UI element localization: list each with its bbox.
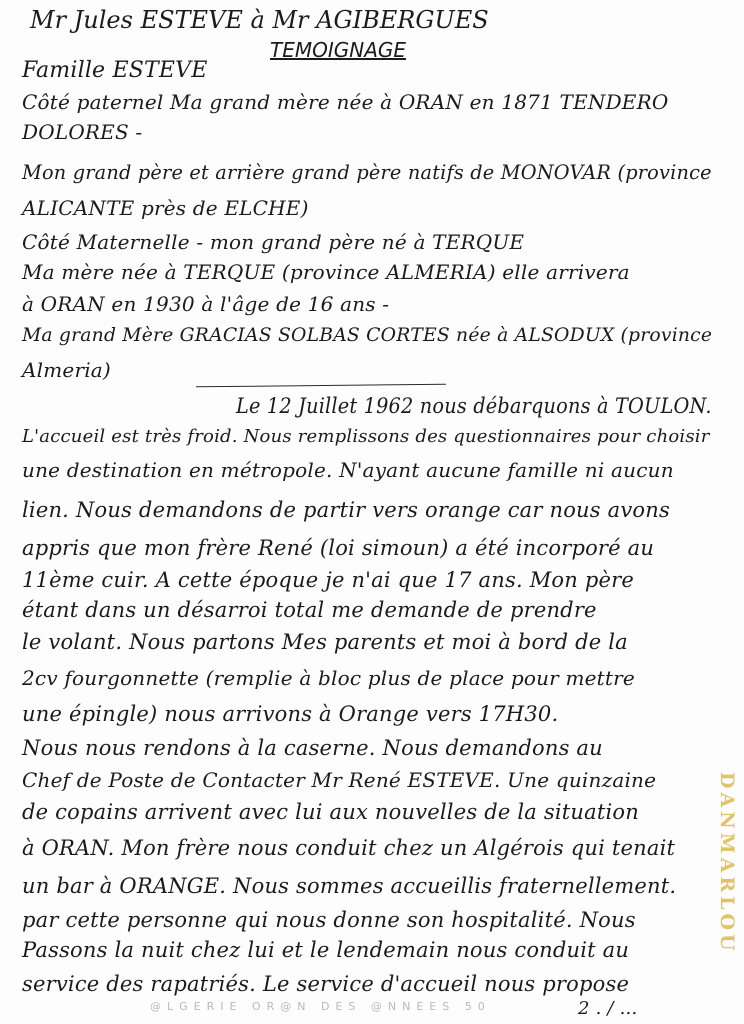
text-line: Chef de Poste de Contacter Mr René ESTEVE. Une quinzaine bbox=[22, 768, 657, 792]
text-line: Côté Maternelle - mon grand père né à TERQUE bbox=[22, 230, 525, 254]
text-line: étant dans un désarroi total me demande de prendre bbox=[22, 598, 597, 622]
text-line: L'accueil est très froid. Nous remplissons des questionnaires pour choisir bbox=[22, 426, 710, 447]
text-line: Côté paternel Ma grand mère née à ORAN en 1871 TENDERO bbox=[22, 90, 669, 114]
text-line: service des rapatriés. Le service d'accueil nous propose bbox=[22, 972, 630, 996]
watermark: DANMARLOU bbox=[716, 772, 738, 955]
divider-line bbox=[196, 384, 446, 388]
text-line: Almeria) bbox=[22, 358, 111, 382]
text-line: une épingle) nous arrivons à Orange vers 17H30. bbox=[22, 702, 559, 726]
text-line: ALICANTE près de ELCHE) bbox=[22, 196, 309, 220]
text-line: une destination en métropole. N'ayant aucune famille ni aucun bbox=[22, 458, 674, 482]
text-line: 11ème cuir. A cette époque je n'ai que 17 ans. Mon père bbox=[22, 568, 634, 592]
text-line: Le 12 Juillet 1962 nous débarquons à TOULON. bbox=[236, 394, 712, 418]
text-line: de copains arrivent avec lui aux nouvelles de la situation bbox=[22, 800, 639, 824]
text-line: par cette personne qui nous donne son hospitalité. Nous bbox=[22, 908, 636, 932]
text-line: le volant. Nous partons Mes parents et moi à bord de la bbox=[22, 630, 628, 654]
text-line: à ORAN en 1930 à l'âge de 16 ans - bbox=[22, 292, 390, 316]
text-line: DOLORES - bbox=[22, 120, 143, 144]
text-line: appris que mon frère René (loi simoun) a été incorporé au bbox=[22, 536, 655, 560]
text-line: à ORAN. Mon frère nous conduit chez un Algérois qui tenait bbox=[22, 836, 676, 860]
letter-heading: Mr Jules ESTEVE à Mr AGIBERGUES bbox=[30, 6, 489, 34]
footer-watermark: @LGERIE OR@N DES @NNEES 50 bbox=[150, 1000, 491, 1013]
text-line: un bar à ORANGE. Nous sommes accueillis fraternellement. bbox=[22, 874, 677, 898]
text-line: Mon grand père et arrière grand père natifs de MONOVAR (province bbox=[22, 160, 712, 184]
text-line: Ma mère née à TERQUE (province ALMERIA) elle arrivera bbox=[22, 260, 630, 284]
letter-subtitle: TEMOIGNAGE bbox=[270, 38, 407, 62]
text-line: Passons la nuit chez lui et le lendemain nous conduit au bbox=[22, 938, 630, 962]
page-marker: 2 . / ... bbox=[578, 998, 638, 1019]
text-line: Famille ESTEVE bbox=[22, 58, 208, 83]
text-line: lien. Nous demandons de partir vers orange car nous avons bbox=[22, 498, 670, 522]
text-line: 2cv fourgonnette (remplie à bloc plus de place pour mettre bbox=[22, 666, 635, 690]
text-line: Nous nous rendons à la caserne. Nous demandons au bbox=[22, 736, 603, 760]
text-line: Ma grand Mère GRACIAS SOLBAS CORTES née à ALSODUX (province bbox=[22, 324, 713, 346]
